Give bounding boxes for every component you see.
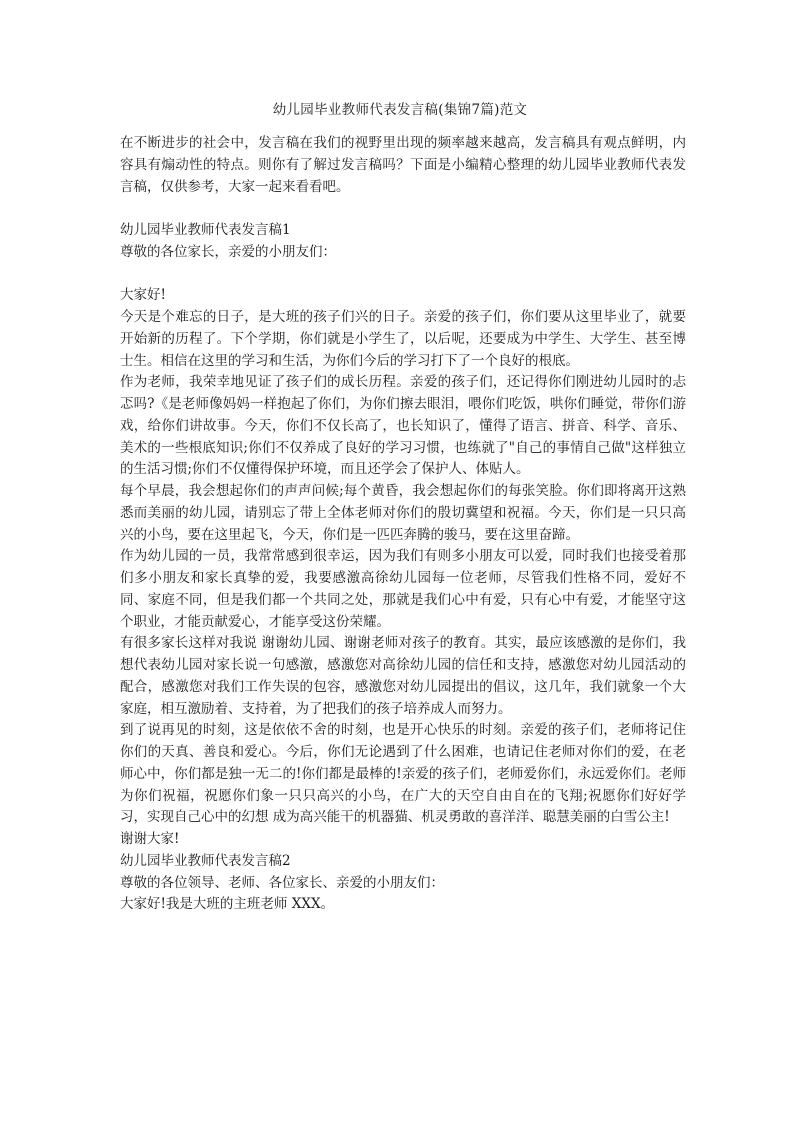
document-body: [120, 133, 686, 916]
greeting-2: 大家好!我是大班的主班老师 XXX。: [120, 896, 335, 913]
speech-paragraph: 作为老师，我荣幸地见证了孩子们的成长历程。亲爱的孩子们，还记得你们刚进幼儿园时的忐忑吗?《是老师像妈妈一样抱起了你们，为你们擦去眼泪，喂你们吃饭，哄你们睡觉，带你们游戏，给你们讲故事。今天，你们不仅长高了，也长知识了，懂得了语言、拼音、科学、音乐、美术的一些根底知识;你们不仅养成了良好的学习习惯，也练就了"自己的事情自己做"这样独立的生活习惯;你们不仅懂得保护环境，而且还学会了保护人、体贴人。: [120, 374, 686, 478]
closing-thanks: 谢谢大家!: [120, 831, 180, 847]
speech-paragraph: 作为幼儿园的一员，我常常感到很幸运，因为我们有则多小朋友可以爱，同时我们也接受着那们多小朋友和家长真挚的爱，我要感激高徐幼儿园每一位老师，尽管我们性格不同，爱好不同、家庭不同，但是我们都一个共同之处，那就是我们心中有爱，只有心中有爱，才能坚守这个职业，才能贡献爱心，才能享受这份荣耀。: [120, 548, 686, 630]
greeting-1: 大家好!: [120, 287, 166, 304]
blank-line: [120, 264, 686, 286]
section-heading-2: 幼儿园毕业教师代表发言稿2: [120, 852, 291, 869]
salutation-1: 尊敬的各位家长，亲爱的小朋友们：: [120, 243, 336, 260]
speech-paragraph: 今天是个难忘的日子，是大班的孩子们兴的日子。亲爱的孩子们，你们要从这里毕业了，就要开始新的历程了。下个学期，你们就是小学生了，以后呢，还要成为中学生、大学生、甚至博士生。相信在这里的学习和生活，为你们今后的学习打下了一个良好的根底。: [120, 309, 686, 369]
section-heading-1: 幼儿园毕业教师代表发言稿1: [120, 222, 291, 238]
salutation-2: 尊敬的各位领导、老师、各位家长、亲爱的小朋友们：: [120, 874, 444, 891]
blank-line: [120, 198, 686, 220]
speech-paragraph: 每个早晨，我会想起你们的声声问候;每个黄昏，我会想起你们的每张笑脸。你们即将离开这熟悉而美丽的幼儿园，请别忘了带上全体老师对你们的殷切冀望和祝福。今天，你们是一只只高兴的小鸟，要在这里起飞，今天，你们是一匹匹奔腾的骏马，要在这里奋蹄。: [120, 483, 686, 543]
intro-paragraph: 在不断进步的社会中，发言稿在我们的视野里出现的频率越来越高，发言稿具有观点鲜明，内容具有煽动性的特点。则你有了解过发言稿吗？下面是小编精心整理的幼儿园毕业教师代表发言稿，仅供参考，大家一起来看看吧。: [120, 135, 686, 195]
document-title: 幼儿园毕业教师代表发言稿(集锦7篇)范文: [272, 102, 528, 118]
speech-paragraph: 有很多家长这样对我说 谢谢幼儿园、谢谢老师对孩子的教育。其实，最应该感激的是你们，我想代表幼儿园对家长说一句感激，感激您对高徐幼儿园的信任和支持，感激您对幼儿园活动的配合，感激您对我们工作失误的包容，感激您对幼儿园提出的倡议，这几年，我们就象一个大家庭，相互激励着、支持着，为了把我们的孩子培养成人而努力。: [120, 635, 686, 717]
speech-paragraph: 到了说再见的时刻，这是依依不舍的时刻，也是开心快乐的时刻。亲爱的孩子们，老师将记住你们的天真、善良和爱心。今后，你们无论遇到了什么困难，也请记住老师对你们的爱，在老师心中，你们都是独一无二的!你们都是最棒的!亲爱的孩子们，老师爱你们，永远爱你们。老师为你们祝福，祝愿你们象一只只高兴的小鸟，在广大的天空自由自在的飞翔;祝愿你们好好学习，实现自己心中的幻想 成为高兴能干的机器猫、机灵勇敢的喜洋洋、聪慧美丽的白雪公主!: [120, 722, 686, 826]
